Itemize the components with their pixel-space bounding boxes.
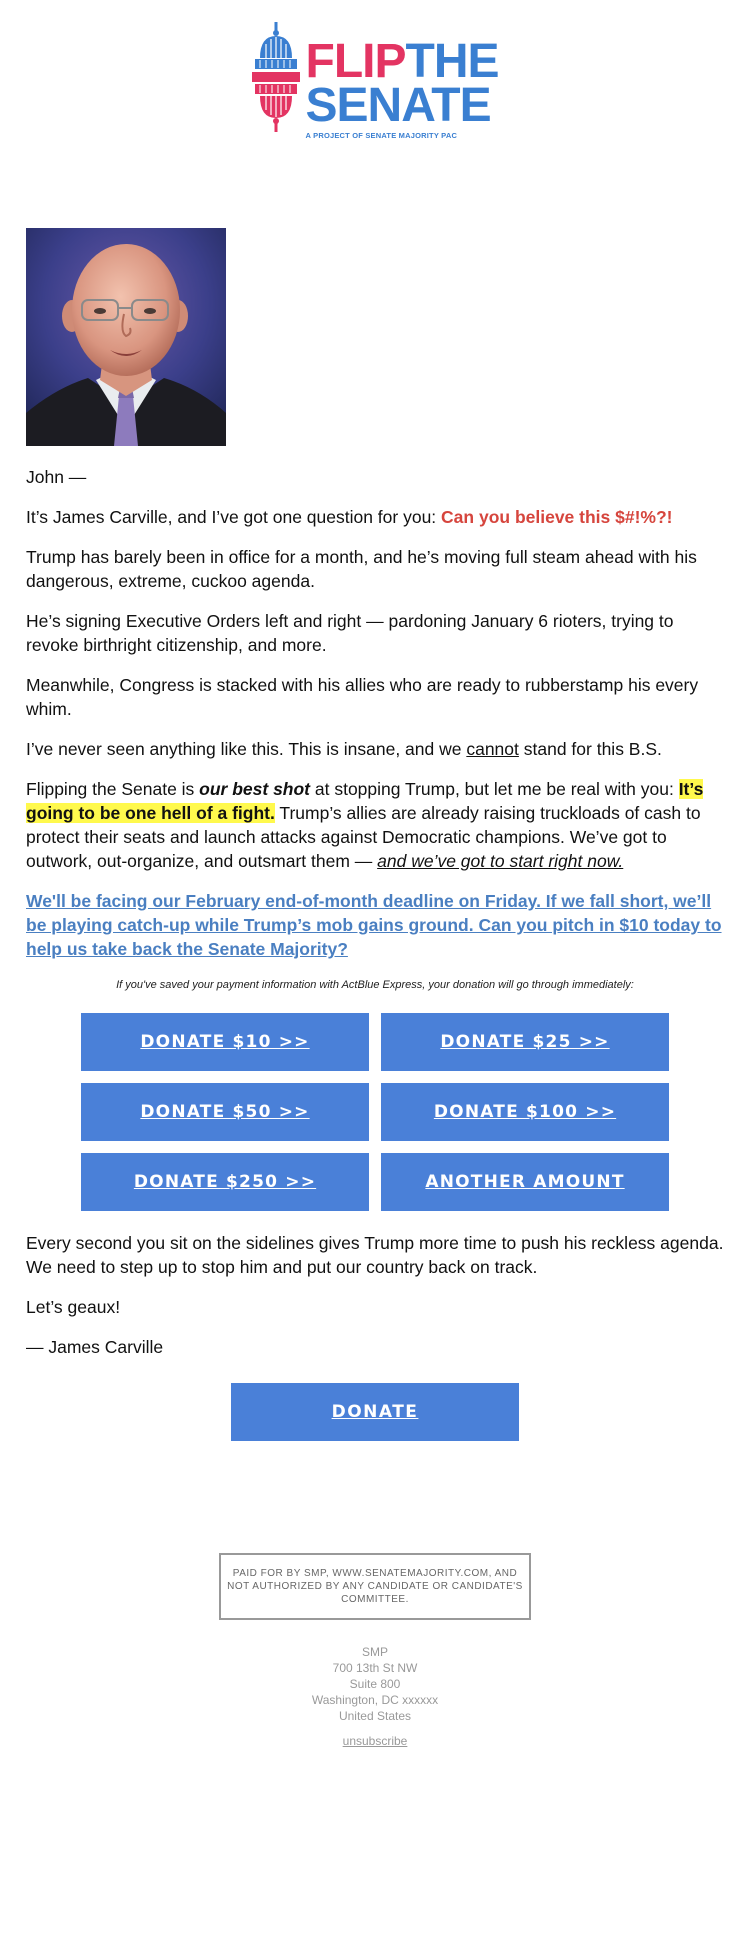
flip-the-senate-logo[interactable] [252,22,499,172]
paragraph-6-underline: and we’ve got to start right now. [377,851,624,871]
paragraph-6-text-c: at stopping Trump, but let me be real with you: [310,779,679,799]
paragraph-6-emphasis: our best shot [199,779,311,799]
paid-for-disclaimer: PAID FOR BY SMP, WWW.SENATEMAJORITY.COM, AND NOT AUTHORIZED BY ANY CANDIDATE OR CANDIDATE'S COMMITTEE. [219,1553,531,1620]
paragraph-1-emphasis: Can you believe this $#!%?! [441,507,673,527]
footer-org: SMP [361,1645,388,1659]
paragraph-5-text: I’ve never seen anything like this. This is insane, and we [26,739,467,759]
donate-50-button[interactable]: DONATE $50 >> [81,1083,369,1141]
paragraph-7: Every second you sit on the sidelines gives Trump more time to push his reckless agenda. We need to step up to stop him and put our country back on track. [26,1233,724,1277]
donate-button[interactable]: DONATE [231,1383,519,1441]
paragraph-8: Let’s geaux! [26,1297,121,1317]
logo-senate-text: SENATE [305,79,491,132]
donate-25-button[interactable]: DONATE $25 >> [381,1013,669,1071]
paragraph-6-text-a: Flipping the Senate is [26,779,200,799]
donate-button-wrap [26,1383,724,1441]
paragraph-6-highlight: It’s going to be one hell of a fight. [26,779,704,823]
donate-250-button[interactable]: DONATE $250 >> [81,1153,369,1211]
donate-100-button[interactable]: DONATE $100 >> [381,1083,669,1141]
greeting: John — [26,467,87,487]
logo-flip-text: FLIP [305,35,406,88]
donate-10-button[interactable]: DONATE $10 >> [81,1013,369,1071]
footer-street: 700 13th St NW [332,1661,418,1675]
another-amount-button[interactable]: ANOTHER AMOUNT [381,1153,669,1211]
paragraph-6 [26,777,724,873]
paragraph-5-underline: cannot [466,739,519,759]
logo-wordmark [305,35,499,140]
footer-city: Washington, DC xxxxxx [311,1693,439,1707]
unsubscribe-link[interactable]: unsubscribe [342,1734,408,1748]
logo-the-text: THE [405,35,499,88]
paragraph-2: Trump has barely been in office for a month, and he’s moving full steam ahead with his dangerous, extreme, cuckoo agenda. [26,547,697,591]
actblue-note: If you've saved your payment information with ActBlue Express, your donation will go through immediately: [116,979,634,991]
donate-cta-link[interactable]: We'll be facing our February end-of-month deadline on Friday. If we fall short, we’ll be playing catch-up while Trump’s mob gains ground. Can you pitch in $10 today to help us take back the Senate Majority? [26,891,722,959]
paragraph-5 [26,737,724,761]
portrait-photo [26,228,226,446]
donate-button-grid [26,1013,724,1211]
header [0,0,750,172]
letter-body [0,172,750,1748]
footer-suite: Suite 800 [349,1677,401,1691]
capitol-dome-icon [252,22,300,134]
footer-country: United States [338,1709,412,1723]
disclaimer-wrap [26,1553,724,1620]
signoff: — James Carville [26,1337,164,1357]
logo-tagline: A PROJECT OF SENATE MAJORITY PAC [305,131,458,140]
footer-address [26,1644,724,1724]
paragraph-3: He’s signing Executive Orders left and right — pardoning January 6 rioters, trying to revoke birthright citizenship, and more. [26,611,674,655]
paragraph-1 [26,505,724,529]
paragraph-1-text: It’s James Carville, and I’ve got one question for you: [26,507,442,527]
paragraph-6-text-d: Trump’s allies are already raising truckloads of cash to protect their seats and launch attacks against Democratic champions. We’ve got to outwork, out-organize, and outsmart them — [26,803,701,871]
paragraph-4: Meanwhile, Congress is stacked with his allies who are ready to rubberstamp his every whim. [26,675,699,719]
paragraph-5-text-end: stand for this B.S. [518,739,662,759]
